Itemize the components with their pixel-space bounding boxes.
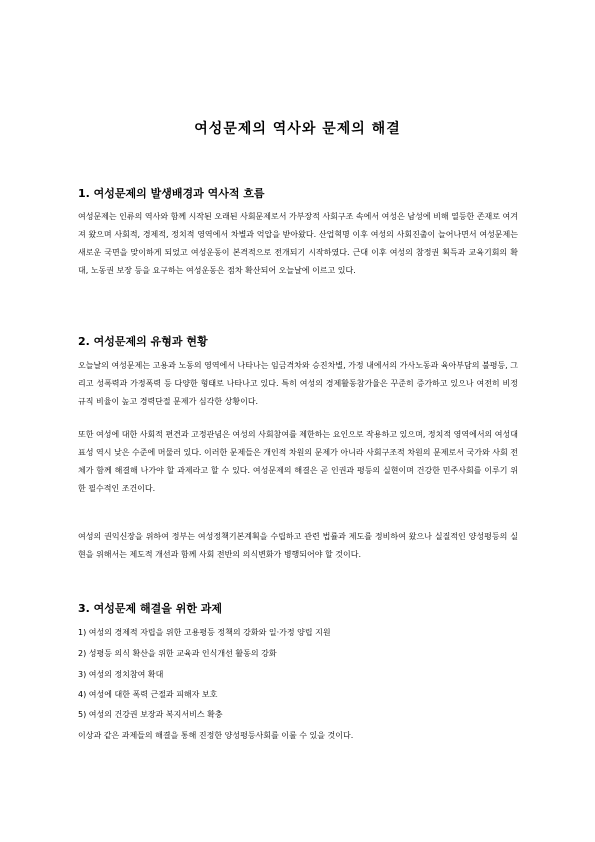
section-2-paragraph-3: 여성의 권익신장을 위하여 정부는 여성정책기본계획을 수립하고 관련 법률과 제도를 정비하여 왔으나 실질적인 양성평등의 실현을 위해서는 제도적 개선과 함께 사회 전반의 의식변화가 병행되어야 할 것이다. — [78, 532, 518, 559]
list-item-5: 5) 여성의 건강권 보장과 복지서비스 확충 — [78, 710, 223, 719]
section-1-paragraph-1: 여성문제는 인류의 역사와 함께 시작된 오래된 사회문제로서 가부장적 사회구조 속에서 여성은 남성에 비해 열등한 존재로 여겨져 왔으며 사회적, 경제적, 정치적 영역에서 차별과 억압을 받아왔다. 산업혁명 이후 여성의 사회진출이 늘어나면서 여성문제는 새로운 국면을 맞이하게 되었고 여성운동이 본격적으로 전개되기 시작하였다. 근대 이후 여성의 참정권 획득과 교육기회의 확대, 노동권 보장 등을 요구하는 여성운동은 점차 확산되어 오늘날에 이르고 있다. — [78, 212, 518, 275]
list-item-2: 2) 성평등 의식 확산을 위한 교육과 인식개선 활동의 강화 — [78, 649, 277, 658]
section-heading-1: 1. 여성문제의 발생배경과 역사적 흐름 — [78, 187, 265, 200]
section-2-paragraph-2: 또한 여성에 대한 사회적 편견과 고정관념은 여성의 사회참여를 제한하는 요인으로 작용하고 있으며, 정치적 영역에서의 여성대표성 역시 낮은 수준에 머물러 있다. 이러한 문제들은 개인적 차원의 문제가 아니라 사회구조적 차원의 문제로서 국가와 사회 전체가 함께 해결해 나가야 할 과제라고 할 수 있다. 여성문제의 해결은 곧 인권과 평등의 실현이며 건강한 민주사회를 이루기 위한 필수적인 조건이다. — [78, 430, 518, 493]
section-2-paragraph-1: 오늘날의 여성문제는 고용과 노동의 영역에서 나타나는 임금격차와 승진차별, 가정 내에서의 가사노동과 육아부담의 불평등, 그리고 성폭력과 가정폭력 등 다양한 형태로 나타나고 있다. 특히 여성의 경제활동참가율은 꾸준히 증가하고 있으나 여전히 비정규직 비율이 높고 경력단절 문제가 심각한 상황이다. — [78, 361, 518, 406]
list-item-1: 1) 여성의 경제적 자립을 위한 고용평등 정책의 강화와 일·가정 양립 지원 — [78, 628, 331, 637]
list-item-3: 3) 여성의 정치참여 확대 — [78, 670, 164, 679]
section-heading-3: 3. 여성문제 해결을 위한 과제 — [78, 602, 223, 615]
closing-sentence: 이상과 같은 과제들의 해결을 통해 진정한 양성평등사회를 이룰 수 있을 것이다. — [78, 731, 354, 740]
document-title: 여성문제의 역사와 문제의 해결 — [194, 121, 401, 137]
section-heading-2: 2. 여성문제의 유형과 현황 — [78, 335, 208, 348]
list-item-4: 4) 여성에 대한 폭력 근절과 피해자 보호 — [78, 690, 218, 699]
